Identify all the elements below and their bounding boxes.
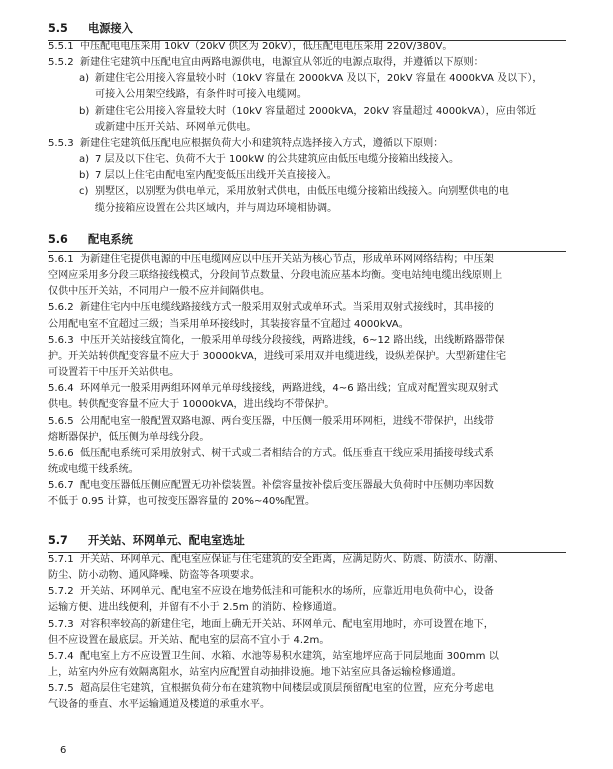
clause-continuation <box>48 347 506 362</box>
list-item <box>79 182 509 197</box>
clause-continuation <box>48 395 334 410</box>
clause-number: 5.7.1 <box>48 554 74 565</box>
clause-number: 5.7.3 <box>48 618 74 630</box>
clause-text: 为新建住宅提供电源的中压电缆网应以中压开关站为核心节点，形成单环网网络结构；中压架 <box>80 254 494 265</box>
clause <box>48 476 494 491</box>
list-item-label: b) <box>79 170 90 182</box>
clause <box>48 550 504 565</box>
clause-text: 仅供中压开关站，不同用户一般不应并间隔供电。 <box>48 286 271 298</box>
clause-continuation <box>48 566 260 581</box>
clause-continuation <box>48 363 179 378</box>
clause <box>48 331 505 346</box>
list-item-label: a) <box>79 73 90 85</box>
clause-text: 新建住宅建筑中压配电宜由两路电源供电，电源宜从邻近的电源点取得，并遵循以下原则： <box>80 57 484 69</box>
clause-number: 5.7.5 <box>48 683 74 695</box>
clause-continuation <box>48 492 315 507</box>
clause-text: 可接入公用架空线路，有条件时可接入电缆网。 <box>95 89 307 101</box>
section-title: 开关站、环网单元、配电室选址 <box>88 534 245 547</box>
clause-text: 新建住宅公用接入容量较小时（10kV 容量在 2000kVA 及以下，20kV 容量在 4000kVA 及以下）， <box>95 73 543 85</box>
list-item <box>79 166 337 181</box>
clause-text: 熔断器保护，低压侧为单母线分段。 <box>48 431 210 443</box>
clause-text: 气设备的垂直、水平运输通道及楼道的承重水平。 <box>48 699 271 711</box>
clause-number: 5.5.3 <box>48 137 74 149</box>
clause <box>48 298 494 313</box>
clause <box>48 444 494 459</box>
clause <box>48 250 494 265</box>
clause-number: 5.7.4 <box>48 650 74 662</box>
clause-text: 或新建中压开关站、环网单元供电。 <box>95 121 257 133</box>
section-number: 5.5 <box>48 22 68 35</box>
section-heading <box>48 231 133 247</box>
clause-continuation <box>48 663 462 678</box>
clause-number: 5.6.4 <box>48 383 74 395</box>
clause-continuation <box>48 282 270 297</box>
list-item-label: a) <box>79 154 90 166</box>
list-item <box>79 102 536 117</box>
clause-text: 别墅区，以别墅为供电单元，采用放射式供电，由低压电缆分接箱出线接入。向别墅供电的电 <box>95 186 509 198</box>
clause-text: 运输方便、进出线便利，并留有不小于 2.5m 的消防、检修通道。 <box>48 602 343 614</box>
clause-text: 低压配电系统可采用放射式、树干式或二者相结合的方式。低压垂直干线应采用插接母线式系 <box>80 447 494 459</box>
clause-text: 公用配电室一般配置双路电源、两台变压器，中压侧一般采用环网柜，进线不带保护，出线带 <box>80 415 494 427</box>
clause <box>48 647 499 662</box>
clause-continuation <box>48 315 409 330</box>
clause-continuation <box>48 428 210 443</box>
clause-text: 超高层住宅建筑，宜根据负荷分布在建筑物中间楼层或顶层预留配电室的位置，应充分考虑电 <box>80 683 494 695</box>
page-number: 6 <box>60 745 67 756</box>
clause-continuation <box>95 85 307 100</box>
clause-text: 公用配电室不宜超过三级；当采用单环接线时，其装接容量不宜超过 4000kVA。 <box>48 318 409 330</box>
clause-number: 5.6.6 <box>48 447 74 459</box>
section-number: 5.7 <box>48 534 68 547</box>
clause-text: 空网应采用多分段三联络接线模式，分段间节点数量、分段电流应基本均衡。变电站纯电缆出线原则上 <box>48 270 503 282</box>
clause-text: 新建住宅内中压电缆线路接线方式一般采用双射式或单环式。当采用双射式接线时，其串接的 <box>80 302 494 314</box>
clause <box>48 53 484 68</box>
list-item-label: b) <box>79 105 90 117</box>
clause <box>48 582 494 597</box>
clause-number: 5.6.2 <box>48 302 74 314</box>
clause-number: 5.5.1 <box>48 41 74 52</box>
clause <box>48 615 494 630</box>
clause-number: 5.6.1 <box>48 254 74 265</box>
clause-continuation <box>95 199 337 214</box>
clause-continuation <box>48 460 139 475</box>
section-title: 电源接入 <box>88 22 133 35</box>
clause <box>48 412 494 427</box>
clause-number: 5.5.2 <box>48 57 74 69</box>
clause-text: 护。开关站转供配变容量不应大于 30000kVA，进线可采用双并电缆进线，设纵差保护。大型新建住宅 <box>48 350 507 362</box>
clause-text: 缆分接箱应设置在公共区域内，并与周边环境相协调。 <box>95 202 338 214</box>
section-heading <box>48 532 245 548</box>
clause-text: 开关站、环网单元、配电室不应设在地势低洼和可能积水的场所，应靠近用电负荷中心，设备 <box>80 586 494 598</box>
clause-text: 开关站、环网单元、配电室应保证与住宅建筑的安全距离，应满足防火、防震、防渍水、防潮、 <box>80 554 504 565</box>
clause <box>48 134 443 149</box>
list-item <box>79 69 543 84</box>
clause-continuation <box>48 695 270 710</box>
clause-text: 配电变压器低压侧应配置无功补偿装置。补偿容量按补偿后变压器最大负荷时中压侧功率因数 <box>80 480 494 492</box>
clause-text: 统或电缆干线系统。 <box>48 463 139 475</box>
clause-text: 不低于 0.95 计算，也可按变压器容量的 20%~40%配置。 <box>48 496 316 508</box>
section-heading <box>48 20 133 36</box>
section-number: 5.6 <box>48 233 68 246</box>
clause-text: 新建住宅建筑低压配电应根据负荷大小和建筑特点选择接入方式，遵循以下原则： <box>80 137 444 149</box>
clause-continuation <box>48 631 329 646</box>
section-title: 配电系统 <box>88 233 133 246</box>
clause-text: 对容积率较高的新建住宅，地面上确无开关站、环网单元、配电室用地时，亦可设置在地下， <box>80 618 494 630</box>
clause <box>48 379 498 394</box>
clause-number: 5.7.2 <box>48 586 74 598</box>
clause-text: 中压开关站接线宜简化，一般采用单母线分段接线，两路进线，6~12 路出线，出线断路器带保 <box>80 334 505 346</box>
clause-text: 新建住宅公用接入容量较大时（10kV 容量超过 2000kVA，20kV 容量超过 4000kVA），应由邻近 <box>95 105 537 117</box>
list-item <box>79 150 459 165</box>
list-item-label: c) <box>79 186 89 198</box>
clause-continuation <box>48 266 502 281</box>
clause-number: 5.6.3 <box>48 334 74 346</box>
clause-text: 7 层及以下住宅、负荷不大于 100kW 的公共建筑应由低压电缆分接箱出线接入。 <box>95 154 460 166</box>
clause-text: 但不应设置在最底层。开关站、配电室的层高不宜小于 4.2m。 <box>48 634 330 646</box>
clause-text: 中压配电电压采用 10kV（20kV 供区为 20kV），低压配电电压采用 220V/380V。 <box>80 41 453 52</box>
clause-text: 上，站室内外应有效隔离阻水，站室内应配置自动抽排设施。地下站室应具备运输检修通道。 <box>48 667 462 679</box>
clause-text: 供电。转供配变容量不应大于 10000kVA，进出线均不带保护。 <box>48 399 335 411</box>
clause-text: 7 层以上住宅由配电室内配变低压出线开关直接接入。 <box>95 170 337 182</box>
clause-continuation <box>95 118 257 133</box>
clause-number: 5.6.5 <box>48 415 74 427</box>
clause-text: 防尘、防小动物、通风降噪、防盗等各项要求。 <box>48 570 260 582</box>
clause <box>48 37 452 52</box>
clause-continuation <box>48 598 343 613</box>
clause <box>48 679 494 694</box>
clause-text: 配电室上方不应设置卫生间、水箱、水池等易积水建筑，站室地坪应高于同层地面 300mm 以 <box>80 650 499 662</box>
clause-text: 可设置若干中压开关站供电。 <box>48 367 180 379</box>
clause-text: 环网单元一般采用两组环网单元单母线接线，两路进线，4~6 路出线；宜成对配置实现双射式 <box>80 383 499 395</box>
clause-number: 5.6.7 <box>48 480 74 492</box>
